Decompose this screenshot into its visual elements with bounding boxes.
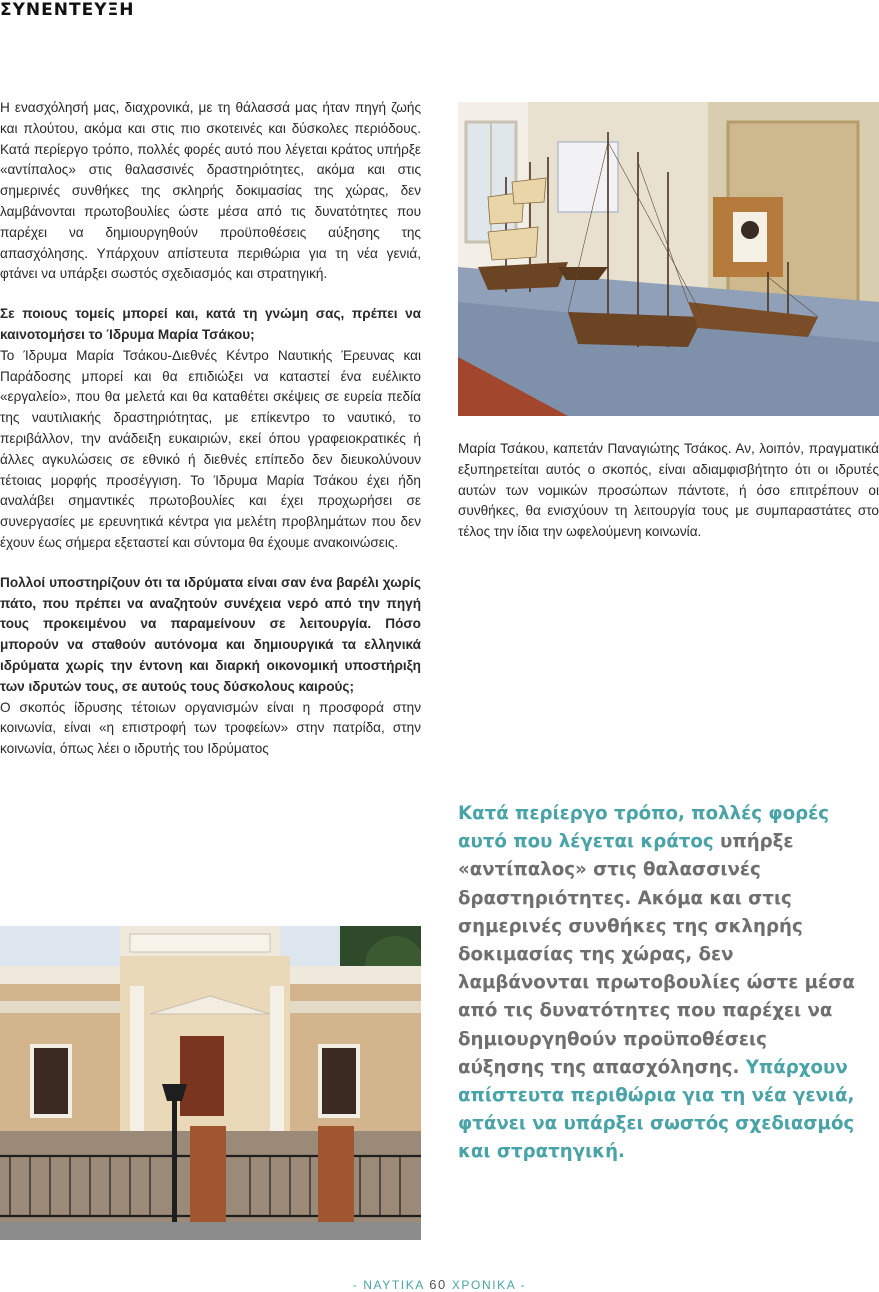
foundation-building-photo <box>0 926 421 1240</box>
qa-block-funding <box>0 573 421 760</box>
right-column <box>458 439 879 562</box>
page-footer <box>0 1277 879 1292</box>
pull-quote <box>458 800 858 1167</box>
pull-quote-accent-1: Κατά περίεργο τρόπο, πολλές φορές αυτό που λέγεται κράτος <box>458 803 830 853</box>
question-funding: Πολλοί υποστηρίζουν ότι τα ιδρύματα είναι σαν ένα βαρέλι χωρίς πάτο, που πρέπει να αναζητούν συνέχεια νερό από την πηγή τους προκειμένου να παραμείνουν σε λειτουργία. Πόσο μπορούν να σταθούν αυτόνομα και δημιουργικά τα ελληνικά ιδρύματα χωρίς την έντονη και διαρκή οικονομική υποστήριξη των ιδρυτών τους, σε αυτούς τους δύσκολους καιρούς; <box>0 574 421 694</box>
footer-magazine-right: ΧΡΟΝΙΚΑ - <box>446 1278 527 1292</box>
ship-models-photo <box>458 102 879 416</box>
left-column <box>0 98 421 779</box>
qa-block-innovation <box>0 304 421 554</box>
question-innovation: Σε ποιους τομείς μπορεί και, κατά τη γνώμη σας, πρέπει να καινοτομήσει το Ίδρυμα Μαρία Τσάκου; <box>0 306 421 342</box>
footer-magazine-left: - ΝΑΥΤΙΚΑ <box>352 1278 430 1292</box>
pull-quote-body: υπήρξε «αντίπαλος» στις θαλασσινές δραστηριότητες. Ακόμα και στις σημερινές συνθήκες της σκληρής δοκιμασίας της χώρας, δεν λαμβάνονται πρωτοβουλίες ώστε μέσα από τις δυνατότητες που παρέχει να δημιουργηθούν προϋποθέσεις αύξησης της απασχόλησης. <box>458 831 855 1078</box>
page-number: 60 <box>429 1277 447 1292</box>
paragraph-continuation: Μαρία Τσάκου, καπετάν Παναγιώτης Τσάκος. Αν, λοιπόν, πραγματικά εξυπηρετείται αυτός ο σκοπός, είναι αδιαμφισβήτητο ότι οι ιδρυτές αυτών των νομικών προσώπων πάντοτε, ή όσο επιτρέπουν οι συνθήκες, θα ενισχύουν τη λειτουργία τους με συμπαραστάτες στο τέλος την ίδια την ωφελούμενη κοινωνία. <box>458 441 879 540</box>
pull-quote-accent-2: Υπάρχουν απίστευτα περιθώρια για τη νέα γενιά, φτάνει να υπάρξει σωστός σχεδιασμός και στρατηγική. <box>458 1056 855 1163</box>
answer-innovation: Το Ίδρυμα Μαρία Τσάκου-Διεθνές Κέντρο Ναυτικής Έρευνας και Παράδοσης μπορεί και θα επιδιώξει να καταστεί ένα ευέλικτο «εργαλείο», που θα μελετά και θα καταθέτει σκέψεις σε ευρεία πεδία της ναυτιλιακής δραστηριότητας, με επίκεντρο το ναυτικό, το περιβάλλον, την ανάδειξη ευκαιριών, εκεί όπου γραφειοκρατικές ή άλλες αγκυλώσεις σε εθνικό ή διεθνές επίπεδο δεν διευκολύνουν τέτοιας μορφής προσέγγιση. Το Ίδρυμα Μαρία Τσάκου έχει ήδη αναλάβει σημαντικές πρωτοβουλίες και έχει προχωρήσει σε συνεργασίες με ερευνητικά κέντρα για μελέτη προβλημάτων που δεν έχουν έως σήμερα εξεταστεί και σύντομα θα έχουμε ανακοινώσεις. <box>0 347 421 550</box>
answer-funding: Ο σκοπός ίδρυσης τέτοιων οργανισμών είναι η προσφορά στην κοινωνία, είναι «η επιστροφή των τροφείων» στην πατρίδα, στην κοινωνία, όπως λέει ο ιδρυτής του Ιδρύματος <box>0 699 421 757</box>
section-label: ΣΥΝΕΝΤΕΥΞΗ <box>0 0 135 20</box>
paragraph-intro: Η ενασχόλησή μας, διαχρονικά, με τη θάλασσά μας ήταν πηγή ζωής και πλούτου, ακόμα και στις πιο σκοτεινές και δύσκολες περιόδους. Κατά περίεργο τρόπο, πολλές φορές αυτό που λέγεται κράτος υπήρξε «αντίπαλος» στις θαλασσινές δραστηριότητες, ακόμα και στις σημερινές συνθήκες της σκληρής δοκιμασίας της χώρας, δεν λαμβάνονται πρωτοβουλίες ώστε μέσα από τις δυνατότητες που παρέχει να δημιουργηθούν προϋποθέσεις αύξησης της απασχόλησης. Υπάρχουν απίστευτα περιθώρια για τη νέα γενιά, φτάνει να υπάρξει σωστός σχεδιασμός και στρατηγική. <box>0 100 421 282</box>
